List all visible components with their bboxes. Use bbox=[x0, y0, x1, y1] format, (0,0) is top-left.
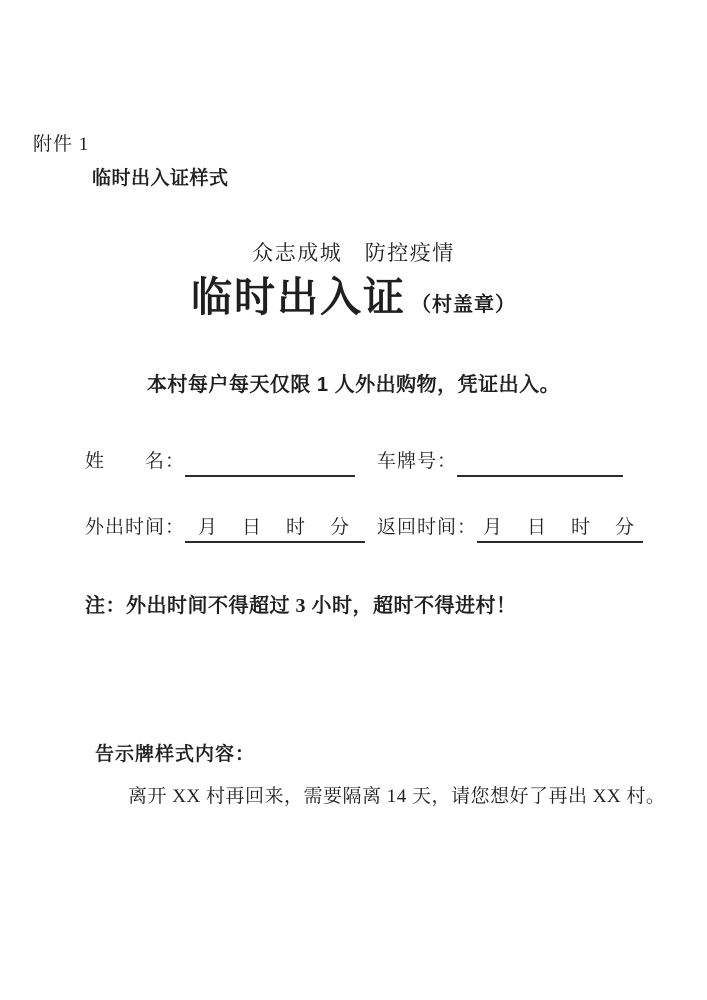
plate-blank bbox=[457, 451, 623, 477]
pass-rule: 本村每户每天仅限 1 人外出购物，凭证出入。 bbox=[146, 374, 561, 396]
plate-label: 车牌号： bbox=[377, 451, 458, 472]
return-time-blank: 月 日 时 分 bbox=[477, 512, 643, 543]
depart-time-blank: 月 日 时 分 bbox=[185, 512, 365, 543]
pass-seal-note: （村盖章） bbox=[411, 294, 516, 316]
pass-title-row bbox=[0, 264, 707, 323]
pass-title: 临时出入证 bbox=[191, 274, 406, 320]
notice-board-content: 离开 XX 村再回来，需要隔离 14 天，请您想好了再出 XX 村。 bbox=[128, 786, 666, 807]
return-time-label: 返回时间： bbox=[377, 517, 478, 538]
pass-slogan: 众志成城 防控疫情 bbox=[252, 241, 455, 265]
name-plate-row bbox=[85, 446, 623, 477]
depart-time-label: 外出时间： bbox=[85, 517, 186, 538]
name-blank bbox=[185, 451, 355, 477]
time-row bbox=[85, 512, 643, 543]
name-label: 姓 名： bbox=[85, 451, 186, 472]
attachment-label: 附件 1 bbox=[33, 134, 90, 155]
pass-note: 注：外出时间不得超过 3 小时，超时不得进村！ bbox=[85, 595, 517, 617]
sample-title: 临时出入证样式 bbox=[92, 168, 229, 189]
notice-board-heading: 告示牌样式内容： bbox=[95, 744, 256, 765]
